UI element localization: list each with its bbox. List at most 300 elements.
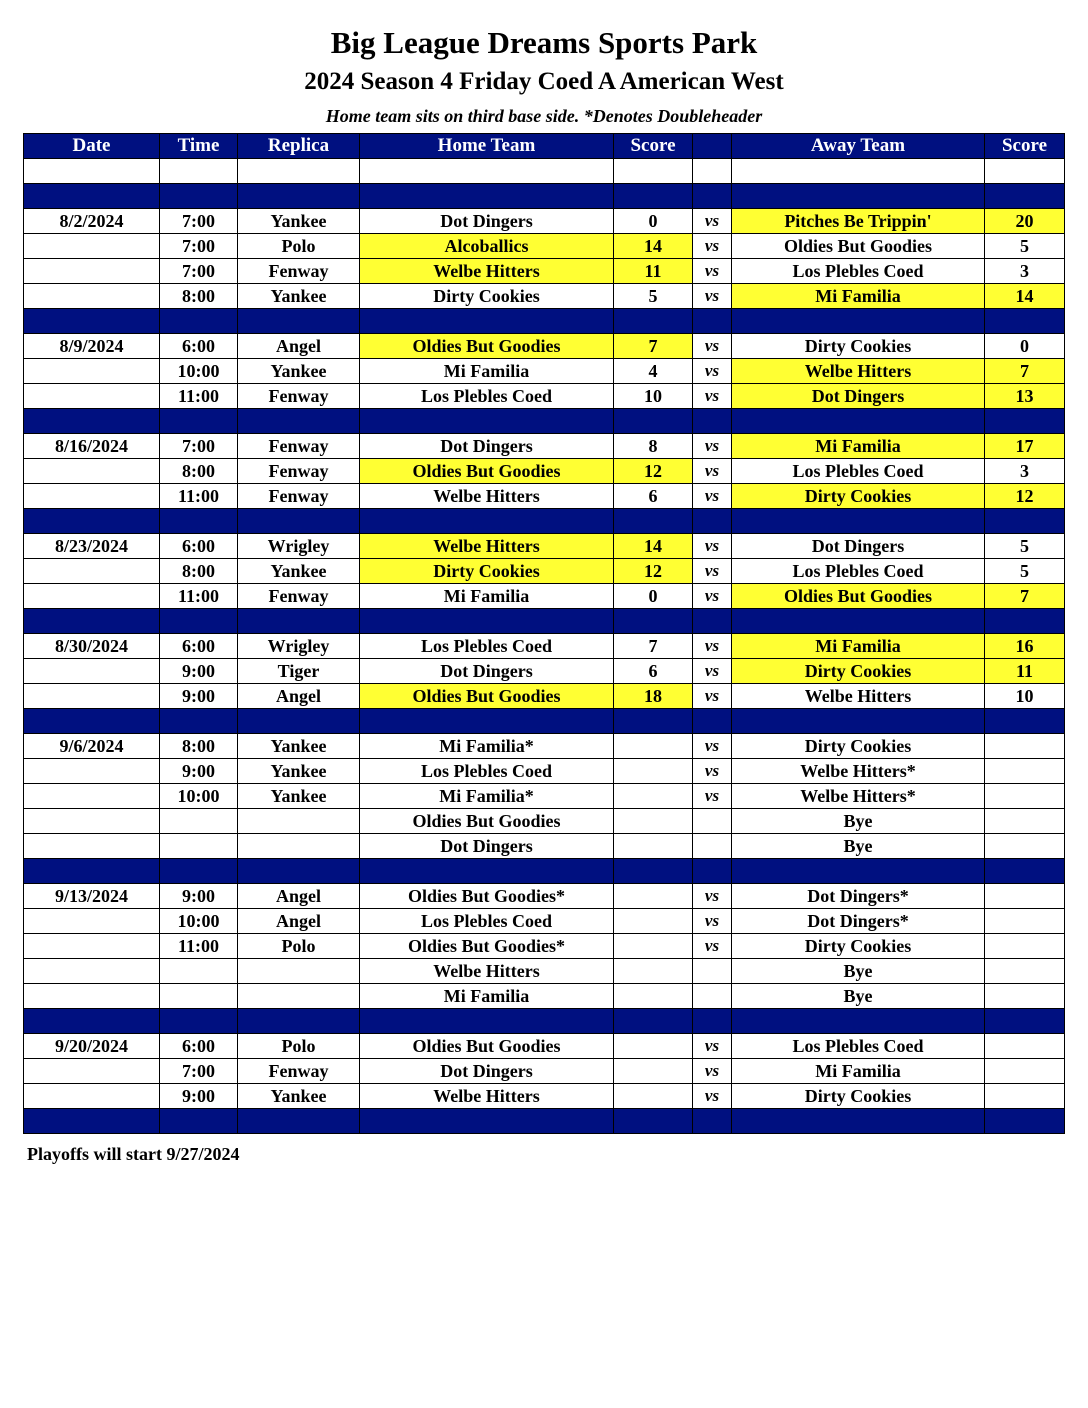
table-row: [24, 934, 1065, 959]
date-cell: [24, 309, 160, 334]
separator-row: [24, 709, 1065, 734]
home-team-cell: Welbe Hitters: [360, 1084, 614, 1109]
separator-row: [24, 1109, 1065, 1134]
home-score-cell: [614, 809, 693, 834]
date-cell: [24, 459, 160, 484]
time-cell: 6:00: [160, 534, 238, 559]
date-cell: 9/13/2024: [24, 884, 160, 909]
separator-row: [24, 1009, 1065, 1034]
time-cell: 11:00: [160, 584, 238, 609]
date-cell: 8/30/2024: [24, 634, 160, 659]
vs-cell: vs: [693, 759, 732, 784]
vs-cell: vs: [693, 559, 732, 584]
time-cell: 7:00: [160, 1059, 238, 1084]
home-team-cell: Dot Dingers: [360, 209, 614, 234]
away-team-cell: [732, 609, 985, 634]
home-team-cell: Oldies But Goodies: [360, 334, 614, 359]
vs-cell: [693, 809, 732, 834]
date-cell: [24, 959, 160, 984]
table-row: [24, 259, 1065, 284]
table-row: [24, 434, 1065, 459]
column-header-home-team: Home Team: [360, 134, 614, 159]
column-header-replica: Replica: [238, 134, 360, 159]
home-score-cell: [614, 884, 693, 909]
vs-cell: vs: [693, 234, 732, 259]
home-score-cell: [614, 859, 693, 884]
table-row: [24, 759, 1065, 784]
home-team-cell: Dirty Cookies: [360, 284, 614, 309]
replica-cell: Yankee: [238, 284, 360, 309]
time-cell: [160, 834, 238, 859]
table-row: [24, 984, 1065, 1009]
away-team-cell: [732, 1009, 985, 1034]
home-score-cell: 14: [614, 534, 693, 559]
time-cell: 11:00: [160, 484, 238, 509]
time-cell: [160, 809, 238, 834]
replica-cell: [238, 309, 360, 334]
time-cell: [160, 409, 238, 434]
vs-cell: vs: [693, 684, 732, 709]
time-cell: 10:00: [160, 784, 238, 809]
table-row: [24, 284, 1065, 309]
date-cell: [24, 759, 160, 784]
time-cell: [160, 509, 238, 534]
away-team-cell: Oldies But Goodies: [732, 234, 985, 259]
table-row: [24, 734, 1065, 759]
away-score-cell: [985, 959, 1065, 984]
column-header-vs: [693, 134, 732, 159]
home-score-cell: 6: [614, 659, 693, 684]
home-score-cell: [614, 309, 693, 334]
schedule-body: [24, 159, 1065, 1134]
home-team-cell: [360, 159, 614, 184]
home-score-cell: [614, 409, 693, 434]
home-team-cell: Dot Dingers: [360, 1059, 614, 1084]
replica-cell: [238, 509, 360, 534]
table-row: [24, 1084, 1065, 1109]
vs-cell: vs: [693, 434, 732, 459]
column-header-home-score: Score: [614, 134, 693, 159]
date-cell: [24, 509, 160, 534]
time-cell: [160, 1009, 238, 1034]
away-team-cell: [732, 184, 985, 209]
replica-cell: Fenway: [238, 459, 360, 484]
away-score-cell: [985, 184, 1065, 209]
table-row: [24, 659, 1065, 684]
home-team-cell: Los Plebles Coed: [360, 634, 614, 659]
vs-cell: [693, 159, 732, 184]
away-team-cell: Bye: [732, 809, 985, 834]
home-team-cell: Mi Familia: [360, 984, 614, 1009]
home-score-cell: 6: [614, 484, 693, 509]
home-score-cell: [614, 734, 693, 759]
away-team-cell: Los Plebles Coed: [732, 459, 985, 484]
away-score-cell: 7: [985, 584, 1065, 609]
date-cell: [24, 484, 160, 509]
time-cell: 7:00: [160, 434, 238, 459]
time-cell: 9:00: [160, 659, 238, 684]
away-score-cell: 3: [985, 459, 1065, 484]
away-score-cell: [985, 809, 1065, 834]
time-cell: 7:00: [160, 234, 238, 259]
home-score-cell: [614, 1034, 693, 1059]
home-score-cell: [614, 509, 693, 534]
replica-cell: Polo: [238, 234, 360, 259]
date-cell: [24, 659, 160, 684]
away-score-cell: 13: [985, 384, 1065, 409]
date-cell: 8/16/2024: [24, 434, 160, 459]
time-cell: 6:00: [160, 1034, 238, 1059]
date-cell: 9/6/2024: [24, 734, 160, 759]
table-row: [24, 384, 1065, 409]
table-row: [24, 784, 1065, 809]
replica-cell: Fenway: [238, 484, 360, 509]
away-score-cell: 11: [985, 659, 1065, 684]
replica-cell: Angel: [238, 909, 360, 934]
away-score-cell: [985, 759, 1065, 784]
time-cell: 9:00: [160, 884, 238, 909]
away-score-cell: 5: [985, 559, 1065, 584]
home-team-cell: Mi Familia: [360, 584, 614, 609]
home-team-cell: Los Plebles Coed: [360, 909, 614, 934]
time-cell: 8:00: [160, 459, 238, 484]
schedule-note: Home team sits on third base side. *Denotes Doubleheader: [325, 106, 763, 126]
time-cell: 11:00: [160, 384, 238, 409]
replica-cell: [238, 859, 360, 884]
date-cell: [24, 1059, 160, 1084]
date-cell: [24, 584, 160, 609]
vs-cell: [693, 1109, 732, 1134]
home-team-cell: Oldies But Goodies: [360, 459, 614, 484]
away-team-cell: Welbe Hitters: [732, 684, 985, 709]
away-team-cell: Los Plebles Coed: [732, 259, 985, 284]
home-team-cell: Mi Familia*: [360, 734, 614, 759]
time-cell: 7:00: [160, 259, 238, 284]
vs-cell: [693, 609, 732, 634]
away-team-cell: Bye: [732, 984, 985, 1009]
date-cell: [24, 234, 160, 259]
table-row: [24, 359, 1065, 384]
away-team-cell: [732, 309, 985, 334]
page-subtitle: 2024 Season 4 Friday Coed A American West: [304, 68, 784, 95]
vs-cell: vs: [693, 634, 732, 659]
table-row: [24, 559, 1065, 584]
home-team-cell: [360, 1109, 614, 1134]
table-row: [24, 459, 1065, 484]
home-score-cell: 11: [614, 259, 693, 284]
away-team-cell: Dirty Cookies: [732, 1084, 985, 1109]
away-score-cell: 5: [985, 534, 1065, 559]
time-cell: [160, 984, 238, 1009]
time-cell: 11:00: [160, 934, 238, 959]
time-cell: [160, 159, 238, 184]
table-row: [24, 684, 1065, 709]
vs-cell: vs: [693, 459, 732, 484]
home-team-cell: Welbe Hitters: [360, 534, 614, 559]
vs-cell: vs: [693, 909, 732, 934]
away-team-cell: Mi Familia: [732, 284, 985, 309]
time-cell: 9:00: [160, 1084, 238, 1109]
home-team-cell: [360, 709, 614, 734]
vs-cell: vs: [693, 934, 732, 959]
away-team-cell: Dot Dingers*: [732, 909, 985, 934]
table-row: [24, 334, 1065, 359]
away-score-cell: [985, 709, 1065, 734]
date-cell: [24, 1009, 160, 1034]
table-row: [24, 809, 1065, 834]
playoffs-note: Playoffs will start 9/27/2024: [27, 1144, 240, 1164]
home-score-cell: [614, 1059, 693, 1084]
time-cell: 10:00: [160, 359, 238, 384]
away-score-cell: [985, 909, 1065, 934]
date-cell: 9/20/2024: [24, 1034, 160, 1059]
away-team-cell: Los Plebles Coed: [732, 559, 985, 584]
home-team-cell: Welbe Hitters: [360, 484, 614, 509]
replica-cell: Tiger: [238, 659, 360, 684]
vs-cell: vs: [693, 384, 732, 409]
vs-cell: vs: [693, 659, 732, 684]
time-cell: 8:00: [160, 559, 238, 584]
time-cell: [160, 1109, 238, 1134]
date-cell: [24, 359, 160, 384]
home-score-cell: 0: [614, 209, 693, 234]
date-cell: 8/23/2024: [24, 534, 160, 559]
home-team-cell: [360, 309, 614, 334]
away-score-cell: [985, 934, 1065, 959]
table-row: [24, 209, 1065, 234]
home-score-cell: 0: [614, 584, 693, 609]
vs-cell: vs: [693, 209, 732, 234]
replica-cell: Fenway: [238, 384, 360, 409]
home-score-cell: 18: [614, 684, 693, 709]
home-team-cell: Welbe Hitters: [360, 959, 614, 984]
vs-cell: [693, 409, 732, 434]
away-score-cell: [985, 784, 1065, 809]
away-score-cell: [985, 1084, 1065, 1109]
table-row: [24, 884, 1065, 909]
date-cell: [24, 709, 160, 734]
time-cell: [160, 859, 238, 884]
home-score-cell: [614, 609, 693, 634]
home-score-cell: 12: [614, 459, 693, 484]
replica-cell: Yankee: [238, 1084, 360, 1109]
vs-cell: vs: [693, 584, 732, 609]
replica-cell: Yankee: [238, 209, 360, 234]
separator-row: [24, 859, 1065, 884]
away-score-cell: [985, 734, 1065, 759]
table-row: [24, 1034, 1065, 1059]
home-team-cell: [360, 509, 614, 534]
home-score-cell: 4: [614, 359, 693, 384]
replica-cell: [238, 709, 360, 734]
table-row: [24, 909, 1065, 934]
home-team-cell: Oldies But Goodies: [360, 1034, 614, 1059]
away-team-cell: Dot Dingers: [732, 534, 985, 559]
date-cell: [24, 609, 160, 634]
away-team-cell: [732, 1109, 985, 1134]
replica-cell: Fenway: [238, 1059, 360, 1084]
home-team-cell: [360, 409, 614, 434]
table-row: [24, 1059, 1065, 1084]
replica-cell: Wrigley: [238, 534, 360, 559]
time-cell: 6:00: [160, 634, 238, 659]
home-team-cell: Oldies But Goodies*: [360, 884, 614, 909]
away-team-cell: Los Plebles Coed: [732, 1034, 985, 1059]
home-score-cell: [614, 934, 693, 959]
vs-cell: [693, 709, 732, 734]
away-score-cell: [985, 834, 1065, 859]
away-score-cell: 3: [985, 259, 1065, 284]
home-score-cell: [614, 984, 693, 1009]
home-score-cell: 7: [614, 334, 693, 359]
home-score-cell: 12: [614, 559, 693, 584]
vs-cell: vs: [693, 1059, 732, 1084]
replica-cell: Fenway: [238, 434, 360, 459]
time-cell: [160, 309, 238, 334]
home-team-cell: Welbe Hitters: [360, 259, 614, 284]
home-score-cell: 14: [614, 234, 693, 259]
time-cell: 8:00: [160, 734, 238, 759]
date-cell: [24, 384, 160, 409]
separator-row: [24, 609, 1065, 634]
time-cell: 10:00: [160, 909, 238, 934]
away-score-cell: [985, 859, 1065, 884]
time-cell: [160, 184, 238, 209]
replica-cell: Polo: [238, 934, 360, 959]
home-score-cell: [614, 184, 693, 209]
vs-cell: vs: [693, 534, 732, 559]
away-team-cell: [732, 509, 985, 534]
home-score-cell: [614, 834, 693, 859]
away-team-cell: Oldies But Goodies: [732, 584, 985, 609]
home-team-cell: [360, 184, 614, 209]
replica-cell: Fenway: [238, 584, 360, 609]
vs-cell: vs: [693, 259, 732, 284]
away-score-cell: [985, 1034, 1065, 1059]
table-row: [24, 484, 1065, 509]
home-score-cell: 8: [614, 434, 693, 459]
date-cell: [24, 284, 160, 309]
vs-cell: vs: [693, 784, 732, 809]
vs-cell: [693, 959, 732, 984]
vs-cell: vs: [693, 734, 732, 759]
home-team-cell: Mi Familia: [360, 359, 614, 384]
replica-cell: [238, 409, 360, 434]
date-cell: [24, 909, 160, 934]
replica-cell: Angel: [238, 684, 360, 709]
away-score-cell: [985, 609, 1065, 634]
vs-cell: [693, 509, 732, 534]
home-score-cell: 7: [614, 634, 693, 659]
away-team-cell: [732, 409, 985, 434]
home-team-cell: Dot Dingers: [360, 659, 614, 684]
away-team-cell: Dirty Cookies: [732, 934, 985, 959]
replica-cell: Fenway: [238, 259, 360, 284]
time-cell: 9:00: [160, 759, 238, 784]
away-team-cell: Pitches Be Trippin': [732, 209, 985, 234]
vs-cell: [693, 1009, 732, 1034]
home-team-cell: Oldies But Goodies: [360, 809, 614, 834]
vs-cell: vs: [693, 1034, 732, 1059]
away-score-cell: [985, 1059, 1065, 1084]
time-cell: [160, 709, 238, 734]
date-cell: [24, 1109, 160, 1134]
away-team-cell: Dirty Cookies: [732, 334, 985, 359]
time-cell: 9:00: [160, 684, 238, 709]
replica-cell: [238, 959, 360, 984]
table-row: [24, 234, 1065, 259]
home-score-cell: [614, 709, 693, 734]
vs-cell: vs: [693, 359, 732, 384]
home-team-cell: Los Plebles Coed: [360, 759, 614, 784]
away-team-cell: Dot Dingers: [732, 384, 985, 409]
home-team-cell: Dot Dingers: [360, 434, 614, 459]
replica-cell: [238, 984, 360, 1009]
date-cell: [24, 1084, 160, 1109]
away-team-cell: Welbe Hitters: [732, 359, 985, 384]
replica-cell: [238, 184, 360, 209]
date-cell: [24, 834, 160, 859]
home-team-cell: [360, 859, 614, 884]
home-score-cell: 5: [614, 284, 693, 309]
replica-cell: [238, 834, 360, 859]
away-score-cell: 16: [985, 634, 1065, 659]
home-team-cell: Alcoballics: [360, 234, 614, 259]
date-cell: [24, 934, 160, 959]
column-header-date: Date: [24, 134, 160, 159]
away-team-cell: Dirty Cookies: [732, 734, 985, 759]
date-cell: [24, 809, 160, 834]
home-score-cell: [614, 909, 693, 934]
replica-cell: [238, 609, 360, 634]
away-score-cell: 20: [985, 209, 1065, 234]
home-team-cell: Dot Dingers: [360, 834, 614, 859]
time-cell: [160, 609, 238, 634]
home-team-cell: [360, 609, 614, 634]
away-score-cell: [985, 884, 1065, 909]
away-score-cell: 17: [985, 434, 1065, 459]
away-team-cell: Welbe Hitters*: [732, 784, 985, 809]
away-score-cell: [985, 159, 1065, 184]
vs-cell: [693, 834, 732, 859]
date-cell: [24, 184, 160, 209]
time-cell: 7:00: [160, 209, 238, 234]
replica-cell: [238, 1009, 360, 1034]
table-row: [24, 834, 1065, 859]
replica-cell: Polo: [238, 1034, 360, 1059]
away-team-cell: Dot Dingers*: [732, 884, 985, 909]
time-cell: 8:00: [160, 284, 238, 309]
away-score-cell: [985, 509, 1065, 534]
table-row: [24, 634, 1065, 659]
replica-cell: Angel: [238, 884, 360, 909]
away-score-cell: 10: [985, 684, 1065, 709]
separator-row: [24, 184, 1065, 209]
date-cell: [24, 684, 160, 709]
replica-cell: [238, 159, 360, 184]
away-team-cell: Mi Familia: [732, 434, 985, 459]
date-cell: [24, 784, 160, 809]
away-score-cell: [985, 409, 1065, 434]
home-score-cell: [614, 1009, 693, 1034]
date-cell: [24, 984, 160, 1009]
away-team-cell: [732, 159, 985, 184]
home-score-cell: [614, 959, 693, 984]
date-cell: [24, 159, 160, 184]
away-score-cell: 12: [985, 484, 1065, 509]
home-score-cell: [614, 1109, 693, 1134]
vs-cell: vs: [693, 484, 732, 509]
